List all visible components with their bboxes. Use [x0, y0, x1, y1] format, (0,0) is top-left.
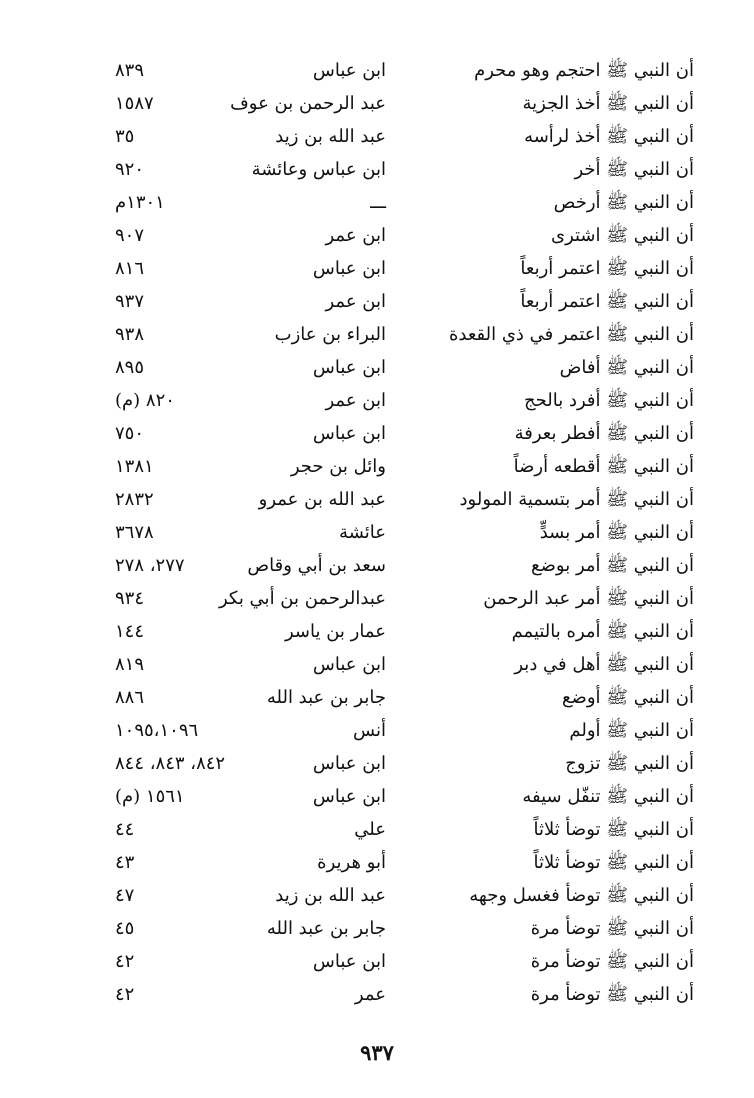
index-entry: [0, 979, 754, 1012]
reference-number: ٤٤: [115, 819, 135, 840]
index-entry: [0, 319, 754, 352]
reference-number: ٩٣٧: [115, 291, 145, 312]
hadith-text: أن النبي ﷺ أقطعه أرضاً: [513, 456, 694, 477]
narrator: عبدالرحمن بن أبي بكر: [218, 588, 386, 609]
reference-number: ١٤٤: [115, 621, 145, 642]
reference-number: ٢٧٧، ٢٧٨: [115, 555, 185, 576]
hadith-text: أن النبي ﷺ أهل في دبر: [514, 654, 694, 675]
reference-number: ٣٥: [115, 126, 135, 147]
index-entry: [0, 517, 754, 550]
reference-number: ١٣٨١: [115, 456, 154, 477]
narrator: ابن عباس: [312, 654, 386, 675]
narrator: ابن عباس: [312, 60, 386, 81]
narrator: ابن عمر: [325, 225, 386, 246]
hadith-text: أن النبي ﷺ توضأ مرة: [530, 951, 694, 972]
reference-number: ٤٥: [115, 918, 135, 939]
hadith-text: أن النبي ﷺ اعتمر في ذي القعدة: [448, 324, 694, 345]
reference-number: ٤٢: [115, 951, 135, 972]
hadith-text: أن النبي ﷺ أفرد بالحج: [524, 390, 694, 411]
hadith-text: أن النبي ﷺ احتجم وهو محرم: [474, 60, 694, 81]
narrator: عبد الله بن عمرو: [258, 489, 386, 510]
index-entry: [0, 847, 754, 880]
hadith-text: أن النبي ﷺ توضأ مرة: [530, 918, 694, 939]
reference-number: ٩٣٨: [115, 324, 145, 345]
index-entry: [0, 682, 754, 715]
index-entry: [0, 154, 754, 187]
narrator: ـــ: [370, 192, 386, 213]
hadith-text: أن النبي ﷺ توضأ ثلاثاً: [533, 852, 694, 873]
index-entry: [0, 715, 754, 748]
narrator: عبد الله بن زيد: [275, 126, 386, 147]
narrator: ابن عباس: [312, 258, 386, 279]
reference-number: ٤٣: [115, 852, 135, 873]
index-entry: [0, 352, 754, 385]
narrator: ابن عباس: [312, 423, 386, 444]
reference-number: ١٣٠١م: [115, 192, 165, 213]
hadith-text: أن النبي ﷺ تنفّل سيفه: [522, 786, 694, 807]
index-entry: [0, 253, 754, 286]
narrator: جابر بن عبد الله: [266, 918, 386, 939]
reference-number: ٩٠٧: [115, 225, 145, 246]
index-entry: [0, 583, 754, 616]
hadith-text: أن النبي ﷺ توضأ ثلاثاً: [533, 819, 694, 840]
reference-number: ٩٣٤: [115, 588, 145, 609]
narrator: جابر بن عبد الله: [266, 687, 386, 708]
reference-number: ٨٤٢، ٨٤٣، ٨٤٤: [115, 753, 226, 774]
index-entry: [0, 649, 754, 682]
hadith-text: أن النبي ﷺ أمر بتسمية المولود: [459, 489, 694, 510]
hadith-text: أن النبي ﷺ أولم: [569, 720, 694, 741]
index-entry: [0, 748, 754, 781]
reference-number: ٢٨٣٢: [115, 489, 154, 510]
index-entry: [0, 121, 754, 154]
reference-number: ٧٥٠: [115, 423, 145, 444]
reference-number: ٤٢: [115, 984, 135, 1005]
narrator: البراء بن عازب: [274, 324, 386, 345]
hadith-text: أن النبي ﷺ اعتمر أربعاً: [520, 291, 694, 312]
hadith-text: أن النبي ﷺ تزوج: [565, 753, 694, 774]
index-entry: [0, 187, 754, 220]
narrator: عبد الله بن زيد: [275, 885, 386, 906]
narrator: عبد الرحمن بن عوف: [230, 93, 386, 114]
index-entry: [0, 451, 754, 484]
index-entry: [0, 286, 754, 319]
reference-number: ٨١٩: [115, 654, 145, 675]
index-entry: [0, 781, 754, 814]
narrator: ابن عباس: [312, 786, 386, 807]
reference-number: ٨١٦: [115, 258, 145, 279]
reference-number: ٨٨٦: [115, 687, 145, 708]
reference-number: ٩٢٠: [115, 159, 145, 180]
reference-number: ٤٧: [115, 885, 135, 906]
hadith-text: أن النبي ﷺ أمر عبد الرحمن: [483, 588, 694, 609]
index-entry: [0, 220, 754, 253]
hadith-text: أن النبي ﷺ أرخص: [553, 192, 694, 213]
hadith-text: أن النبي ﷺ اشترى: [550, 225, 694, 246]
reference-number: ٣٦٧٨: [115, 522, 154, 543]
index-entry: [0, 880, 754, 913]
hadith-text: أن النبي ﷺ أوضع: [561, 687, 694, 708]
index-entry: [0, 616, 754, 649]
index-entry: [0, 88, 754, 121]
hadith-text: أن النبي ﷺ توضأ فغسل وجهه: [469, 885, 694, 906]
narrator: ابن عباس: [312, 951, 386, 972]
hadith-text: أن النبي ﷺ أمره بالتيمم: [511, 621, 694, 642]
hadith-text: أن النبي ﷺ أمر بوضع: [531, 555, 694, 576]
hadith-text: أن النبي ﷺ أمر بسدٍّ: [539, 522, 694, 543]
reference-number: ٨٢٠ (م): [115, 390, 175, 411]
reference-number: ١٠٩٥،١٠٩٦: [115, 720, 199, 741]
narrator: عمر: [354, 984, 386, 1005]
index-entry: [0, 946, 754, 979]
page-number: ٩٣٧: [360, 1040, 394, 1065]
index-entry: [0, 385, 754, 418]
index-entry: [0, 55, 754, 88]
index-entry: [0, 550, 754, 583]
hadith-text: أن النبي ﷺ أفاض: [559, 357, 694, 378]
narrator: ابن عباس: [312, 753, 386, 774]
narrator: ابن عمر: [325, 291, 386, 312]
hadith-text: أن النبي ﷺ أخر: [574, 159, 694, 180]
narrator: علي: [354, 819, 386, 840]
hadith-index-list: [0, 55, 754, 1012]
narrator: أنس: [353, 720, 386, 741]
narrator: ابن عباس: [312, 357, 386, 378]
index-entry: [0, 814, 754, 847]
hadith-text: أن النبي ﷺ أفطر بعرفة: [514, 423, 694, 444]
reference-number: ١٥٨٧: [115, 93, 154, 114]
hadith-text: أن النبي ﷺ أخذ الجزية: [522, 93, 694, 114]
narrator: عائشة: [339, 522, 386, 543]
index-entry: [0, 913, 754, 946]
hadith-text: أن النبي ﷺ توضأ مرة: [530, 984, 694, 1005]
index-entry: [0, 484, 754, 517]
narrator: ابن عمر: [325, 390, 386, 411]
index-entry: [0, 418, 754, 451]
narrator: عمار بن ياسر: [285, 621, 386, 642]
reference-number: ٨٣٩: [115, 60, 145, 81]
narrator: وائل بن حجر: [290, 456, 386, 477]
reference-number: ٨٩٥: [115, 357, 145, 378]
narrator: ابن عباس وعائشة: [251, 159, 386, 180]
narrator: سعد بن أبي وقاص: [247, 555, 386, 576]
reference-number: ١٥٦١ (م): [115, 786, 185, 807]
hadith-text: أن النبي ﷺ اعتمر أربعاً: [520, 258, 694, 279]
narrator: أبو هريرة: [317, 852, 386, 873]
hadith-text: أن النبي ﷺ أخذ لرأسه: [524, 126, 694, 147]
